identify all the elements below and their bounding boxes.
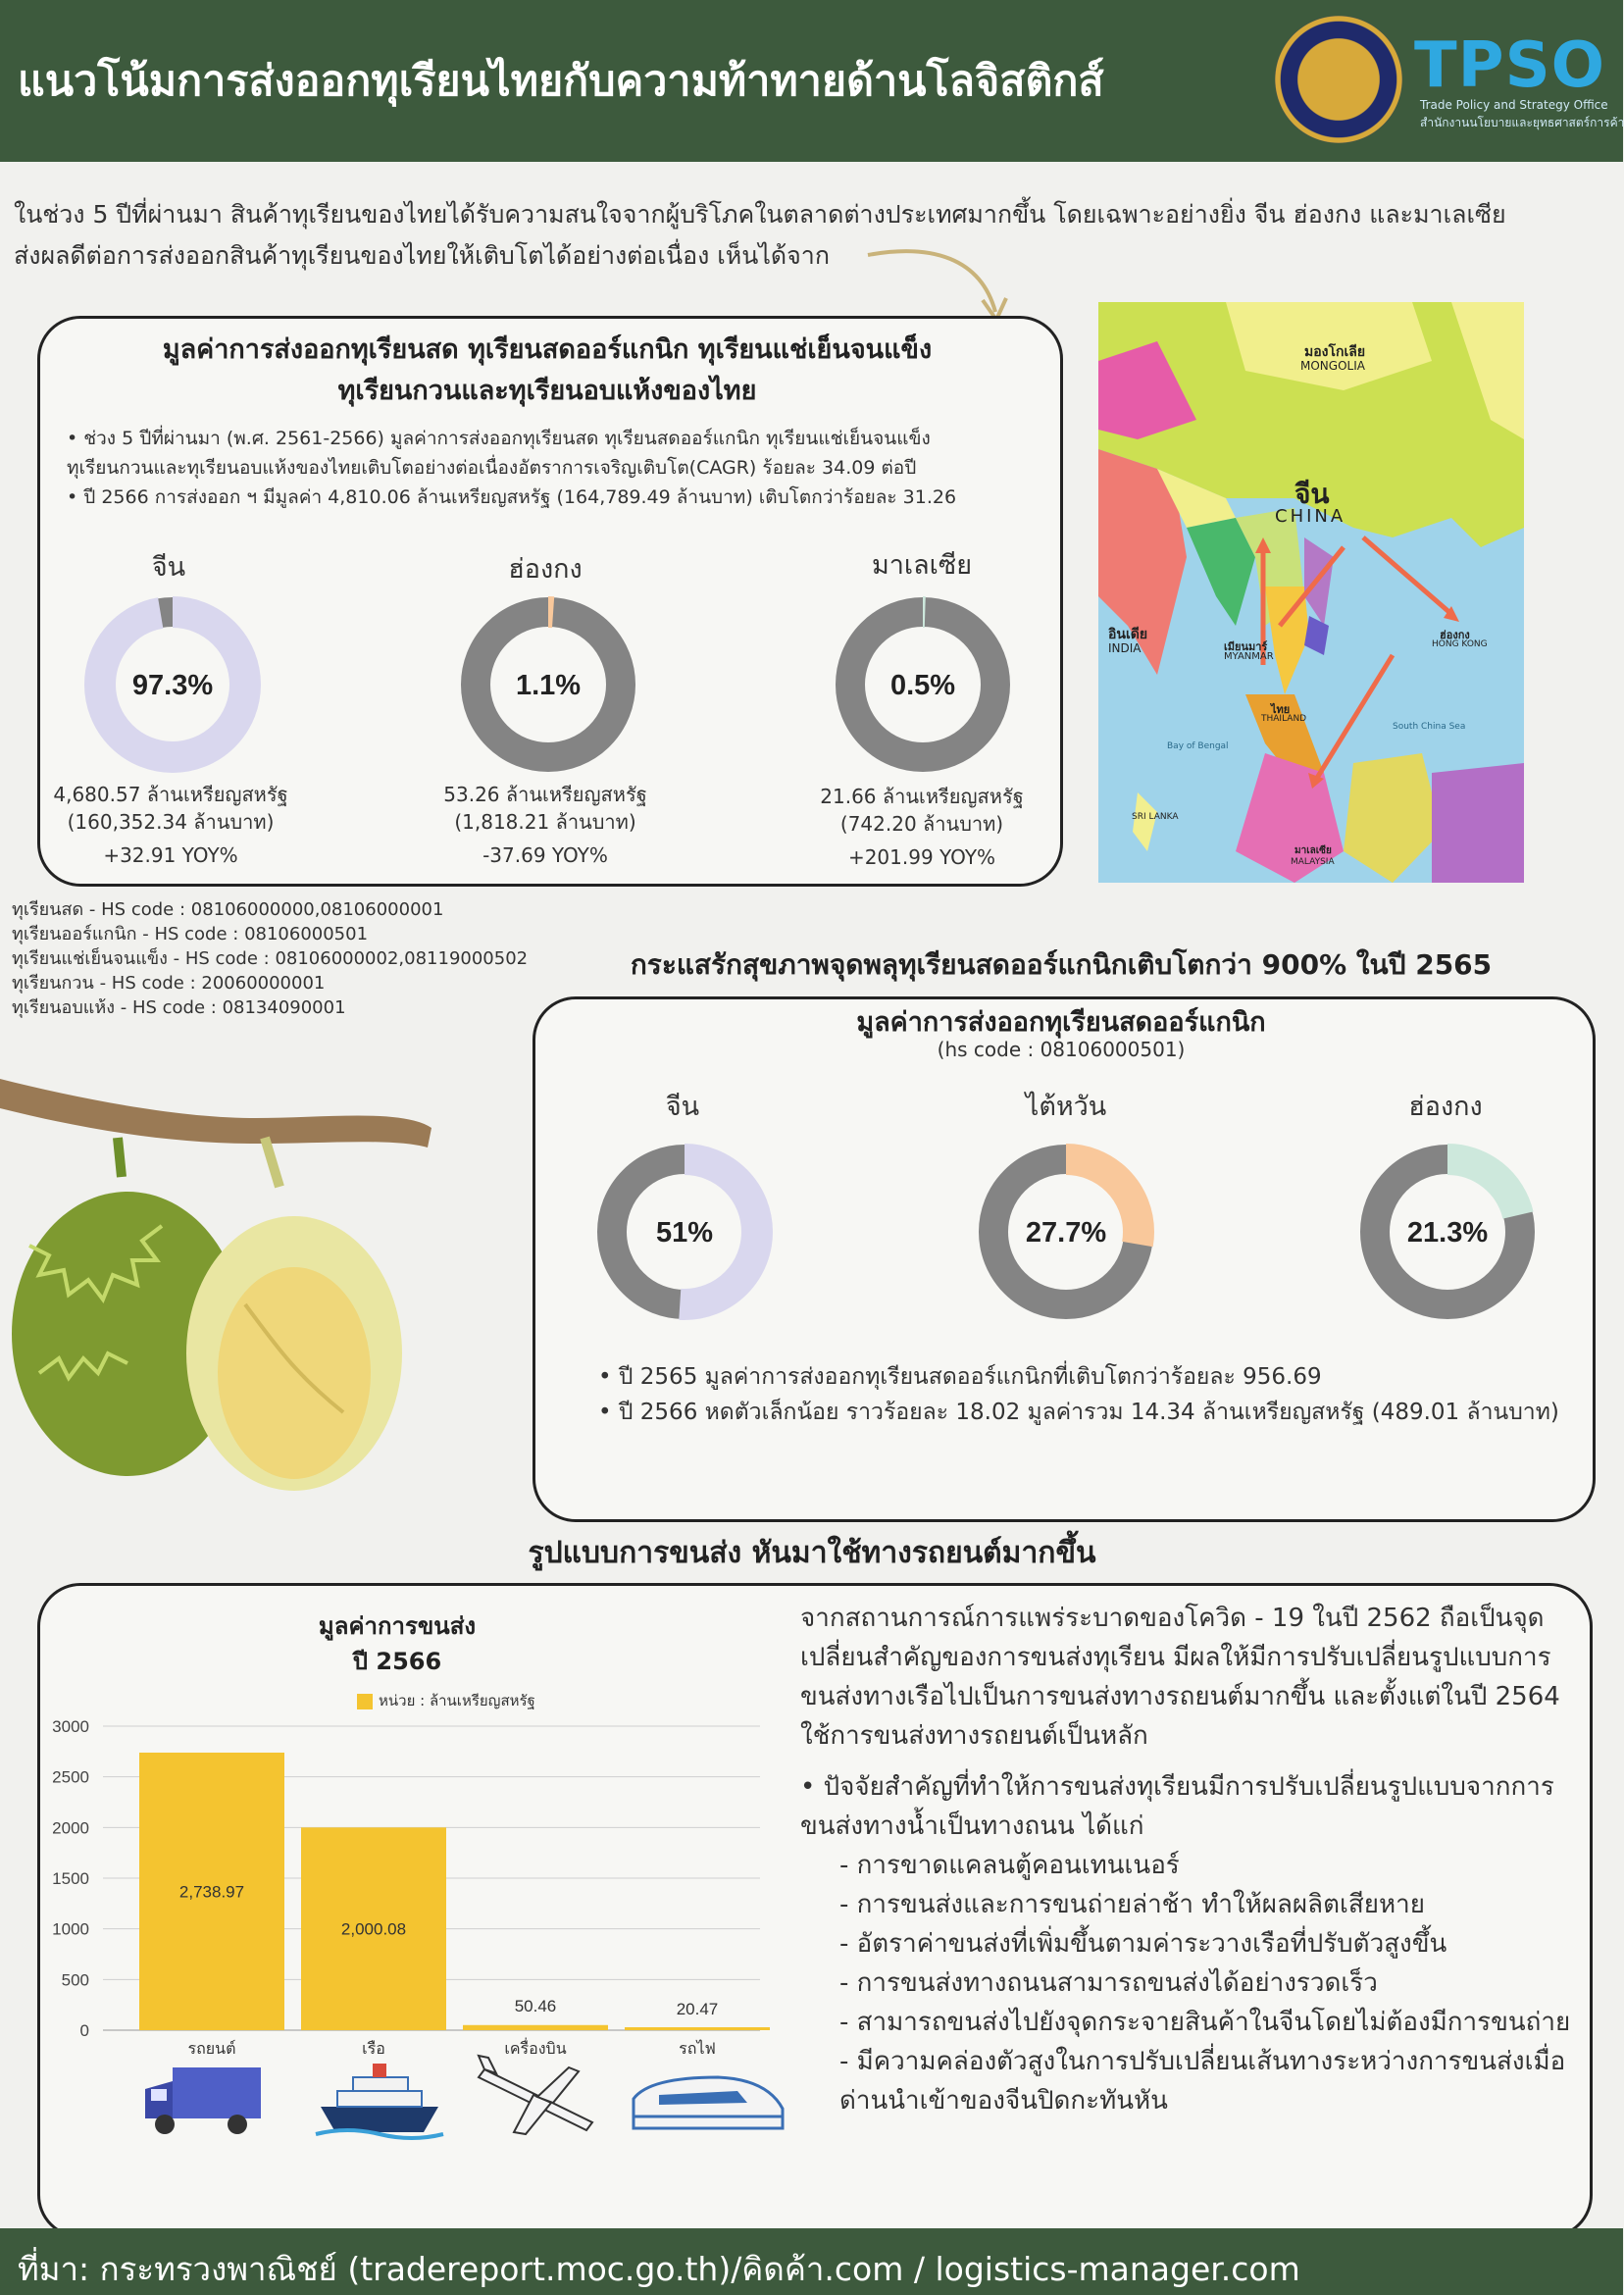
transport-explanation — [800, 1599, 1575, 2120]
truck-icon — [143, 2060, 271, 2138]
map-label-myanmar-en: MYANMAR — [1224, 651, 1274, 662]
bar-value-label: 2,000.08 — [340, 1919, 407, 1939]
map-label-mongolia-th: มองโกเลีย — [1304, 344, 1366, 360]
market-name-china: จีน — [151, 552, 186, 583]
map-label-myanmar-th: เมียนมาร์ — [1224, 640, 1268, 653]
china-value — [4, 781, 337, 836]
organic-bullets — [598, 1359, 1579, 1430]
hs-code-paste: ทุเรียนกวน - HS code : 20060000001 — [12, 973, 326, 994]
donut-hongkong-label: 1.1% — [515, 670, 582, 701]
map-label-hongkong-en: HONG KONG — [1432, 639, 1488, 649]
map-label-india-th: อินเดีย — [1108, 627, 1148, 642]
donut-china — [75, 586, 271, 783]
intro-line-2: ส่งผลดีต่อการส่งออกสินค้าทุเรียนของไทยให้เติบโตได้อย่างต่อเนื่อง เห็นได้จาก — [14, 241, 830, 270]
export-card-bullets — [67, 424, 1038, 512]
hongkong-value-usd: 53.26 ล้านเหรียญสหรัฐ — [443, 783, 647, 806]
malaysia-value-thb: (742.20 ล้านบาท) — [839, 812, 1004, 836]
y-tick-label: 2000 — [52, 1818, 89, 1838]
organic-donut-hongkong — [1349, 1134, 1546, 1330]
organic-section-heading: กระแสรักสุขภาพจุดพลุทุเรียนสดออร์แกนิกเติบโตกว่า 900% ในปี 2565 — [630, 948, 1493, 981]
hs-code-fresh: ทุเรียนสด - HS code : 08106000000,08106000001 — [12, 899, 444, 920]
x-tick-label: เรือ — [362, 2039, 385, 2058]
organic-bullet-2: • ปี 2566 หดตัวเล็กน้อย ราวร้อยละ 18.02 มูลค่ารวม 14.34 ล้านเหรียญสหรัฐ (489.01 ล้านบาท) — [598, 1400, 1559, 1425]
map-label-srilanka: SRI LANKA — [1132, 812, 1179, 822]
durian-illustration — [0, 1049, 441, 1501]
hongkong-value-thb: (1,818.21 ล้านบาท) — [454, 810, 636, 834]
legend-label: หน่วย : ล้านเหรียญสหรัฐ — [379, 1692, 535, 1709]
market-name-hongkong: ฮ่องกง — [508, 554, 583, 585]
y-tick-label: 2500 — [52, 1767, 89, 1787]
transport-paragraph: จากสถานการณ์การแพร่ระบาดของโควิด - 19 ในปี 2562 ถือเป็นจุดเปลี่ยนสำคัญของการขนส่งทุเรียน มีผลให้มีการปรับเปลี่ยนรูปแบบการขนส่งทางเรือไปเป็นการขนส่งทางรถยนต์มากขึ้น และตั้งแต่ในปี 2564 ใช้การขนส่งทางรถยนต์เป็นหลัก — [800, 1604, 1560, 1751]
market-name-malaysia: มาเลเซีย — [871, 550, 973, 581]
map-label-thailand-en: THAILAND — [1261, 714, 1307, 724]
page-title: แนวโน้มการส่งออกทุเรียนไทยกับความท้าทายด้านโลจิสติกส์ — [18, 57, 1104, 106]
bar-value-label: 50.46 — [514, 1996, 557, 2015]
transport-factor-4: - การขนส่งทางถนนสามารถขนส่งได้อย่างรวดเร็ว — [839, 1968, 1378, 1998]
hs-code-organic: ทุเรียนออร์แกนิก - HS code : 08106000501 — [12, 924, 369, 944]
organic-bullet-1: • ปี 2565 มูลค่าการส่งออกทุเรียนสดออร์แกนิกที่เติบโตกว่าร้อยละ 956.69 — [598, 1364, 1322, 1390]
map-label-malaysia-en: MALAYSIA — [1291, 857, 1335, 867]
intro-text — [14, 194, 1593, 277]
malaysia-yoy: +201.99 YOY% — [847, 845, 996, 869]
ministry-seal-logo — [1275, 16, 1402, 143]
organic-market-taiwan: ไต้หวัน — [1025, 1092, 1107, 1122]
hongkong-yoy: -37.69 YOY% — [482, 843, 608, 867]
donut-malaysia-label: 0.5% — [889, 670, 956, 701]
bar-value-label: 2,738.97 — [178, 1882, 245, 1902]
transport-chart-title — [226, 1608, 569, 1679]
y-tick-label: 1500 — [52, 1869, 89, 1888]
organic-donut-taiwan — [968, 1134, 1164, 1330]
asia-map — [1098, 302, 1524, 883]
malaysia-value-usd: 21.66 ล้านเหรียญสหรัฐ — [820, 785, 1024, 808]
export-card-title-line-1: มูลค่าการส่งออกทุเรียนสด ทุเรียนสดออร์แกนิก ทุเรียนแช่เย็นจนแข็ง — [162, 334, 933, 365]
asia-map-graphic — [1098, 302, 1524, 883]
china-value-thb: (160,352.34 ล้านบาท) — [67, 810, 275, 834]
organic-donut-taiwan-label: 27.7% — [1025, 1217, 1107, 1249]
hongkong-value — [379, 781, 712, 836]
map-label-mongolia-en: MONGOLIA — [1300, 359, 1365, 373]
organic-market-hongkong: ฮ่องกง — [1408, 1092, 1483, 1122]
tpso-logo: TPSO — [1414, 29, 1606, 102]
map-label-china-en: CHINA — [1275, 506, 1346, 527]
export-card-title-line-2: ทุเรียนกวนและทุเรียนอบแห้งของไทย — [337, 376, 757, 406]
donut-hongkong — [450, 586, 646, 783]
footer-source: ที่มา: กระทรวงพาณิชย์ (tradereport.moc.go.th)/คิดค้า.com / logistics-manager.com — [18, 2250, 1300, 2288]
malaysia-value — [755, 783, 1089, 838]
train-icon — [630, 2069, 787, 2138]
intro-line-1: ในช่วง 5 ปีที่ผ่านมา สินค้าทุเรียนของไทยได้รับความสนใจจากผู้บริโภคในตลาดต่างประเทศมากขึ้น โดยเฉพาะอย่างยิ่ง จีน ฮ่องกง และมาเลเซีย — [14, 200, 1506, 229]
transport-chart-title-line-1: มูลค่าการขนส่ง — [318, 1612, 477, 1640]
transport-bar-chart — [52, 1707, 794, 2058]
organic-donut-china — [586, 1134, 783, 1330]
bar-value-label: 20.47 — [676, 1999, 719, 2018]
bar-3 — [625, 2027, 770, 2030]
airplane-icon — [475, 2050, 602, 2138]
y-tick-label: 1000 — [52, 1919, 89, 1939]
transport-section-heading: รูปแบบการขนส่ง หันมาใช้ทางรถยนต์มากขึ้น — [528, 1536, 1096, 1570]
map-label-malaysia-th: มาเลเซีย — [1294, 845, 1332, 856]
donut-malaysia — [825, 586, 1021, 783]
x-tick-label: เครื่องบิน — [504, 2039, 567, 2058]
organic-market-china: จีน — [665, 1092, 700, 1122]
durian-open-icon — [186, 1216, 402, 1491]
organic-donut-china-label: 51% — [655, 1217, 714, 1249]
y-tick-label: 500 — [61, 1970, 89, 1990]
export-bullet-2: • ปี 2566 การส่งออก ฯ มีมูลค่า 4,810.06 ล้านเหรียญสหรัฐ (164,789.49 ล้านบาท) เติบโตกว่าร้อยละ 31.26 — [67, 486, 957, 508]
bar-2 — [463, 2025, 608, 2030]
map-label-bay-of-bengal: Bay of Bengal — [1167, 741, 1229, 751]
tpso-subtitle-en: Trade Policy and Strategy Office — [1420, 98, 1608, 112]
map-label-india-en: INDIA — [1108, 641, 1142, 655]
transport-factor-2: - การขนส่งและการขนถ่ายล่าช้า ทำให้ผลผลิตเสียหาย — [839, 1890, 1425, 1919]
map-label-china-th: จีน — [1294, 478, 1330, 510]
map-label-hongkong-th: ฮ่องกง — [1440, 629, 1470, 641]
tpso-subtitle-th: สำนักงานนโยบายและยุทธศาสตร์การค้า — [1420, 116, 1624, 129]
transport-factor-6: - มีความคล่องตัวสูงในการปรับเปลี่ยนเส้นทางระหว่างการขนส่งเมื่อด่านนำเข้าของจีนปิดกะทันหัน — [839, 2047, 1566, 2116]
transport-factor-3: - อัตราค่าขนส่งที่เพิ่มขึ้นตามค่าระวางเรือที่ปรับตัวสูงขึ้น — [839, 1929, 1447, 1959]
map-label-south-china-sea: South China Sea — [1393, 722, 1466, 732]
map-label-thailand-th: ไทย — [1271, 703, 1291, 716]
organic-card-subtitle: (hs code : 08106000501) — [937, 1038, 1186, 1061]
china-yoy: +32.91 YOY% — [103, 843, 238, 867]
transport-factor-1: - การขาดแคลนตู้คอนเทนเนอร์ — [839, 1851, 1180, 1880]
donut-china-label: 97.3% — [131, 670, 214, 701]
x-tick-label: รถยนต์ — [187, 2039, 236, 2058]
y-tick-label: 3000 — [52, 1717, 89, 1736]
transport-factor-5: - สามารถขนส่งไปยังจุดกระจายสินค้าในจีนโดยไม่ต้องมีการขนถ่าย — [839, 2008, 1571, 2037]
branch-icon — [0, 1079, 431, 1148]
transport-chart-title-line-2: ปี 2566 — [352, 1648, 442, 1675]
transport-bullet-head: • ปัจจัยสำคัญที่ทำให้การขนส่งทุเรียนมีการปรับเปลี่ยนรูปแบบจากการขนส่งทางน้ำเป็นทางถนน ได้แก่ — [800, 1772, 1554, 1841]
x-tick-label: รถไฟ — [679, 2039, 716, 2058]
y-tick-label: 0 — [79, 2021, 89, 2040]
ship-icon — [316, 2058, 443, 2140]
organic-donut-hongkong-label: 21.3% — [1406, 1217, 1489, 1249]
organic-card-title: มูลค่าการส่งออกทุเรียนสดออร์แกนิก — [856, 1007, 1266, 1038]
china-value-usd: 4,680.57 ล้านเหรียญสหรัฐ — [53, 783, 288, 806]
export-bullet-1b: ทุเรียนกวนและทุเรียนอบแห้งของไทยเติบโตอย่างต่อเนื่องอัตราการเจริญเติบโต(CAGR) ร้อยละ 34.09 ต่อปี — [67, 457, 917, 479]
export-bullet-1a: • ช่วง 5 ปีที่ผ่านมา (พ.ศ. 2561-2566) มูลค่าการส่งออกทุเรียนสด ทุเรียนสดออร์แกนิก ทุเรียนแช่เย็นจนแข็ง — [67, 428, 931, 449]
export-card-title — [37, 330, 1057, 412]
hs-code-dried: ทุเรียนอบแห้ง - HS code : 08134090001 — [12, 997, 346, 1018]
hs-code-frozen: ทุเรียนแช่เย็นจนแข็ง - HS code : 08106000002,08119000502 — [12, 948, 529, 969]
